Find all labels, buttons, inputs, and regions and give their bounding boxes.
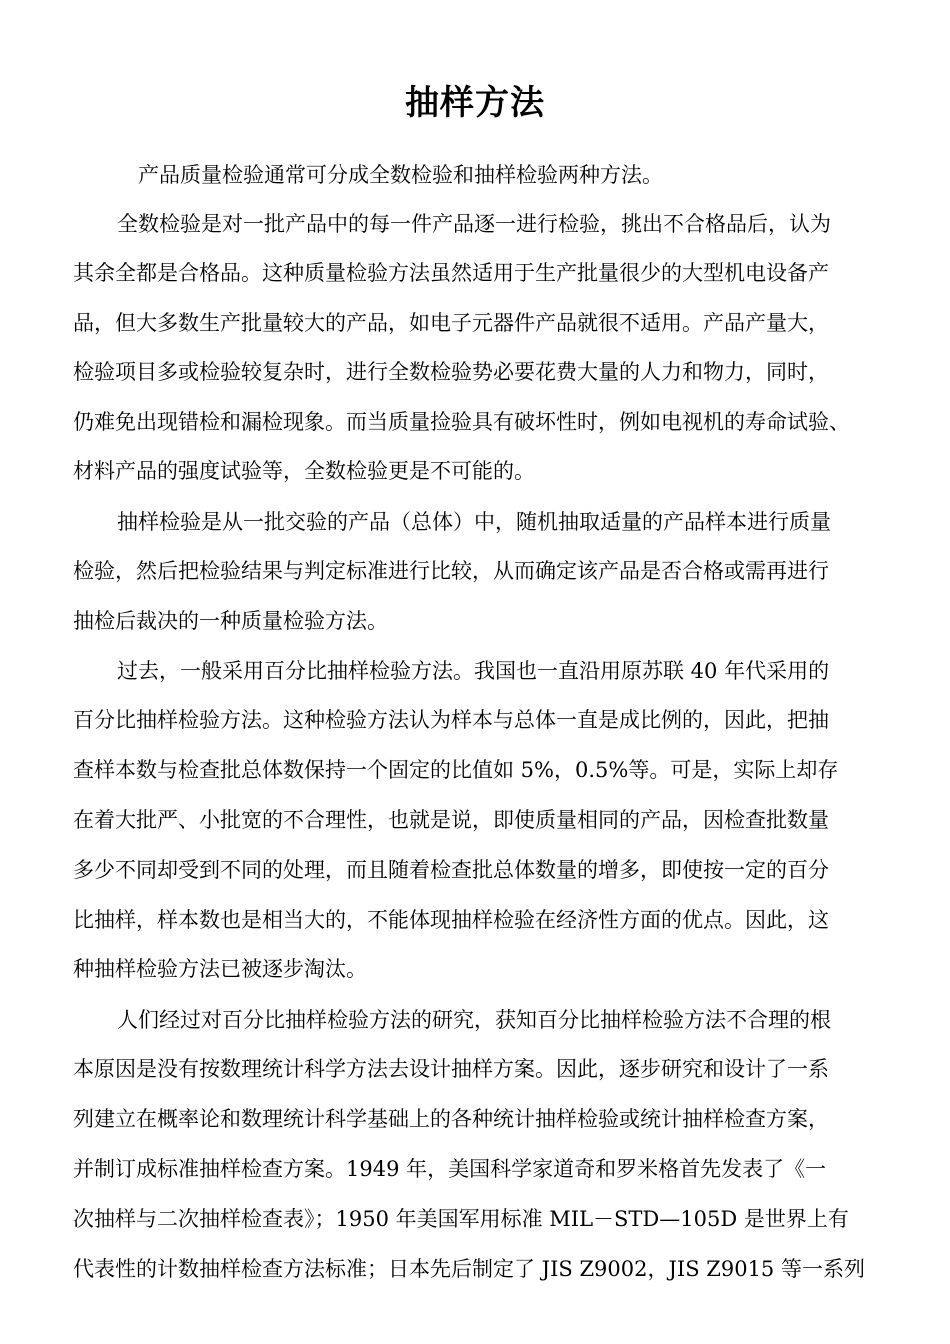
paragraph-line: 材料产品的强度试验等，全数检验更是不可能的。 bbox=[73, 459, 535, 483]
paragraph-line: 在着大批严、小批宽的不合理性，也就是说，即使质量相同的产品，因检查批数量 bbox=[73, 808, 829, 832]
paragraph-line: 全数检验是对一批产品中的每一件产品逐一进行检验，挑出不合格品后，认为 bbox=[117, 212, 831, 236]
paragraph-line: 其余全都是合格品。这种质量检验方法虽然适用于生产批量很少的大型机电设备产 bbox=[73, 261, 829, 285]
document-title: 抽样方法 bbox=[405, 83, 545, 123]
paragraph-line: 抽样检验是从一批交验的产品（总体）中，随机抽取适量的产品样本进行质量 bbox=[117, 510, 831, 534]
paragraph-line: 种抽样检验方法已被逐步淘汰。 bbox=[73, 957, 367, 981]
paragraph-line: 检验，然后把检验结果与判定标准进行比较，从而确定该产品是否合格或需再进行 bbox=[73, 559, 829, 583]
paragraph-line: 列建立在概率论和数理统计科学基础上的各种统计抽样检验或统计抽样检查方案， bbox=[73, 1107, 829, 1131]
paragraph-line: 多少不同却受到不同的处理，而且随着检查批总体数量的增多，即使按一定的百分 bbox=[73, 858, 829, 882]
paragraph-line: 抽检后裁决的一种质量检验方法。 bbox=[73, 609, 388, 633]
paragraph-line: 检验项目多或检验较复杂时，进行全数检验势必要花费大量的人力和物力，同时， bbox=[73, 360, 829, 384]
paragraph-line: 查样本数与检查批总体数保持一个固定的比值如 5%，0.5%等。可是，实际上却存 bbox=[73, 758, 839, 782]
paragraph-line: 代表性的计数抽样检查方法标准；日本先后制定了 JIS Z9002，JIS Z9015 等一系列 bbox=[73, 1257, 865, 1281]
paragraph-line: 次抽样与二次抽样检查表》；1950 年美国军用标准 MIL－STD—105D 是世界上有 bbox=[73, 1207, 849, 1231]
paragraph-line: 百分比抽样检验方法。这种检验方法认为样本与总体一直是成比例的，因此，把抽 bbox=[73, 708, 829, 732]
paragraph-line: 产品质量检验通常可分成全数检验和抽样检验两种方法。 bbox=[138, 163, 663, 187]
paragraph-line: 本原因是没有按数理统计科学方法去设计抽样方案。因此，逐步研究和设计了一系 bbox=[73, 1057, 829, 1081]
paragraph-line: 品，但大多数生产批量较大的产品，如电子元器件产品就很不适用。产品产量大， bbox=[73, 311, 829, 335]
paragraph-line: 并制订成标准抽样检查方案。1949 年，美国科学家道奇和罗米格首先发表了《一 bbox=[73, 1157, 827, 1181]
paragraph-line: 人们经过对百分比抽样检验方法的研究，获知百分比抽样检验方法不合理的根 bbox=[117, 1008, 831, 1032]
paragraph-line: 过去，一般采用百分比抽样检验方法。我国也一直沿用原苏联 40 年代采用的 bbox=[117, 659, 830, 683]
paragraph-line: 比抽样，样本数也是相当大的，不能体现抽样检验在经济性方面的优点。因此，这 bbox=[73, 908, 829, 932]
paragraph-line: 仍难免出现错检和漏检现象。而当质量捡验具有破坏性时，例如电视机的寿命试验、 bbox=[73, 410, 850, 434]
